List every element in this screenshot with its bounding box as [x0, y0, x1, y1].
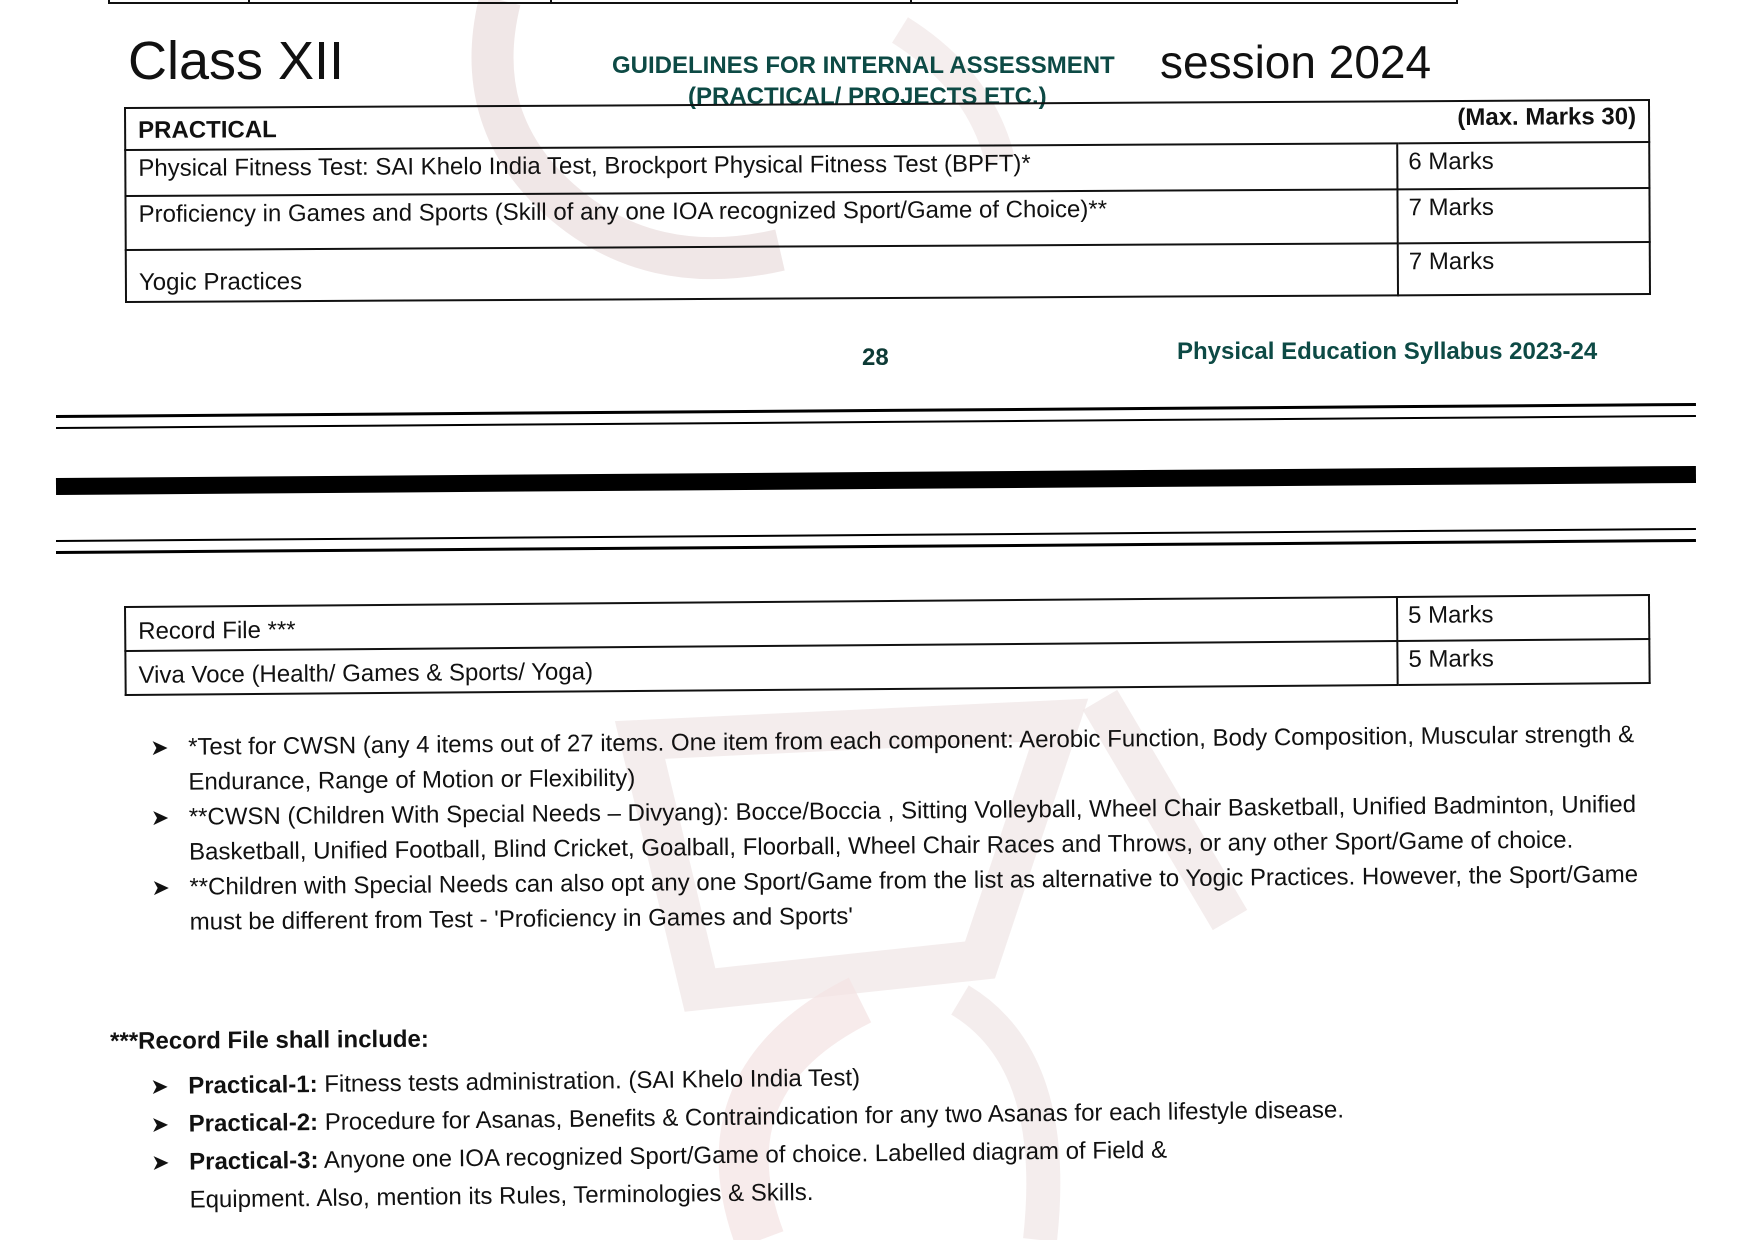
page-number: 28: [862, 344, 889, 371]
assessment-item: Physical Fitness Test: SAI Khelo India Test, Brockport Physical Fitness Test (BPFT)*: [125, 143, 1397, 196]
arrow-bullet-icon: ➤: [150, 804, 170, 830]
arrow-bullet-icon: ➤: [151, 1149, 170, 1175]
practical-text: Procedure for Asanas, Benefits & Contraindication for any two Asanas for each lifestyle disease.: [317, 1096, 1345, 1136]
page-divider-line: [56, 415, 1696, 429]
practical-text: Fitness tests administration. (SAI Khelo India Test): [317, 1064, 861, 1098]
assessment-item: Yogic Practices: [126, 243, 1398, 302]
table-divider: [550, 0, 552, 2]
footnote-text: **Children with Special Needs can also opt any one Sport/Game from the list as alternative to Yogic Practices. However, the Sport/Game must be different from Test - 'Proficiency in Games and Sports': [189, 861, 1639, 936]
practical-text: Anyone one IOA recognized Sport/Game of choice. Labelled diagram of Field & Equipment. Also, mention its Rules, Terminologies & Skills.: [189, 1136, 1168, 1214]
class-title: Class XII: [128, 31, 345, 91]
session-label: session 2024: [1160, 36, 1432, 88]
max-marks: (Max. Marks 30): [1397, 100, 1649, 143]
table-row: [125, 142, 1649, 196]
assessment-item: Record File ***: [125, 597, 1397, 651]
list-item: [151, 857, 1652, 940]
record-file-list: [150, 1052, 1452, 1220]
practical-label: Practical-1:: [188, 1070, 318, 1100]
guidelines-title: GUIDELINES FOR INTERNAL ASSESSMENT: [612, 52, 1115, 79]
previous-table-fragment: [108, 0, 1458, 4]
practical-marks-table: [124, 99, 1651, 303]
assessment-marks: 7 Marks: [1398, 242, 1650, 295]
assessment-marks: 5 Marks: [1397, 639, 1649, 685]
page-divider-line: [56, 539, 1696, 554]
list-item: [150, 717, 1651, 800]
table-divider: [910, 0, 912, 2]
footnote-text: *Test for CWSN (any 4 items out of 27 items. One item from each component: Aerobic Function, Body Composition, Muscular strength & Endurance, Range of Motion or Flexibility): [188, 721, 1635, 796]
assessment-marks: 5 Marks: [1397, 595, 1649, 641]
continued-marks-table: [124, 594, 1651, 696]
page-divider-line: [56, 403, 1696, 418]
list-item: [151, 1131, 1212, 1220]
arrow-bullet-icon: ➤: [151, 874, 170, 900]
page-divider-bar: [56, 466, 1696, 495]
assessment-item: Viva Voce (Health/ Games & Sports/ Yoga): [125, 641, 1397, 695]
practical-label: Practical-2:: [188, 1108, 319, 1138]
arrow-bullet-icon: ➤: [150, 1073, 169, 1099]
practical-label: Practical-3:: [188, 1146, 319, 1176]
assessment-item: Proficiency in Games and Sports (Skill of any one IOA recognized Sport/Game of Choice)**: [125, 189, 1397, 250]
footnote-text: **CWSN (Children With Special Needs – Divyang): Bocce/Boccia , Sitting Volleyball, Wheel Chair Basketball, Unified Badminton, Unified Basketball, Unified Football, Blind Cricket, Goalball, Floorball, Wheel Chair Races and Throws, or any other Sport/Game of choice.: [188, 791, 1637, 866]
table-row: [126, 242, 1650, 302]
syllabus-footer-title: Physical Education Syllabus 2023-24: [1177, 338, 1598, 365]
assessment-marks: 6 Marks: [1397, 142, 1649, 189]
practical-header: PRACTICAL: [125, 101, 1397, 150]
arrow-bullet-icon: ➤: [150, 734, 169, 760]
table-divider: [248, 0, 250, 2]
list-item: [151, 787, 1652, 870]
footnotes-list: [150, 717, 1652, 940]
assessment-marks: 7 Marks: [1397, 188, 1649, 243]
record-file-heading: ***Record File shall include:: [110, 1025, 429, 1055]
table-row: [125, 188, 1649, 250]
guidelines-subtitle: (PRACTICAL/ PROJECTS ETC.): [688, 83, 1047, 110]
arrow-bullet-icon: ➤: [150, 1111, 170, 1137]
